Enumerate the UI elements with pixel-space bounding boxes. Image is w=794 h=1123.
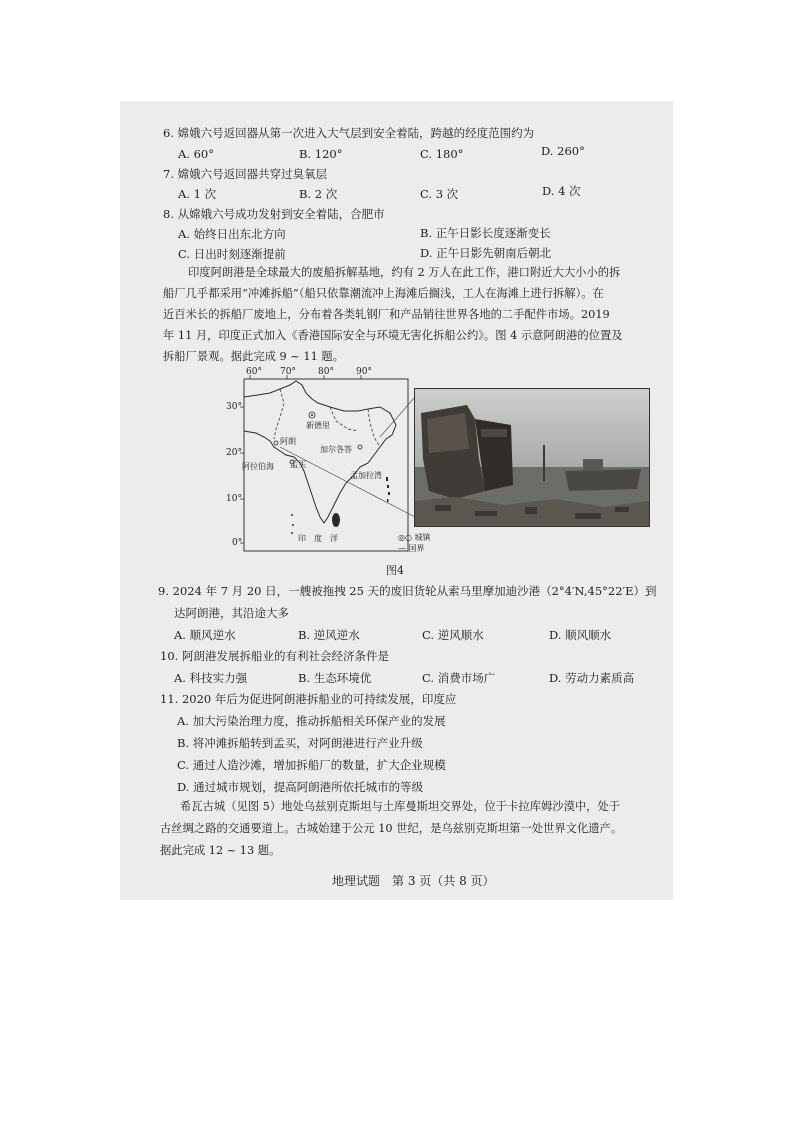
question-10-stem: 10. 阿朗港发展拆船业的有利社会经济条件是 (160, 649, 389, 663)
lat-label-0: 0° (232, 538, 243, 548)
question-9-option-d: D. 顺风顺水 (549, 628, 612, 642)
question-9-option-a: A. 顺风逆水 (174, 628, 236, 642)
city-alang-symbol (274, 441, 278, 445)
question-10-option-b: B. 生态环境优 (298, 671, 372, 685)
label-mumbai: 孟买 (290, 460, 306, 469)
question-6-stem: 6. 嫦娥六号返回器从第一次进入大气层到安全着陆，跨越的经度范围约为 (163, 126, 535, 140)
question-11-stem: 11. 2020 年后为促进阿朗港拆船业的可持续发展，印度应 (160, 692, 457, 706)
passage-2-line-2: 古丝绸之路的交通要道上。古城始建于公元 10 世纪，是乌兹别克斯坦第一处世界文化遗产。 (160, 822, 623, 835)
passage-1-line-5: 拆船厂景观。据此完成 9 ~ 11 题。 (163, 350, 344, 363)
question-9-stem-line-1: 9. 2024 年 7 月 20 日，一艘被拖拽 25 天的废旧货轮从索马里摩加迪沙港（2°4′N,45°22′E）到 (158, 584, 657, 598)
figure-4-caption: 图4 (386, 564, 404, 577)
question-7-option-c: C. 3 次 (420, 187, 459, 201)
label-indian-ocean: 印 度 洋 (298, 534, 338, 543)
question-7-option-d: D. 4 次 (542, 184, 581, 198)
maldives-islands (291, 514, 294, 534)
lat-label-20: 20° (226, 448, 242, 458)
question-6-option-d: D. 260° (541, 144, 585, 158)
graticule-ticks (240, 375, 361, 543)
lon-label-80: 80° (318, 367, 334, 377)
label-delhi: 新德里 (306, 421, 330, 430)
shipbreaking-photo (414, 388, 650, 527)
question-6-option-c: C. 180° (420, 147, 464, 161)
question-11-option-b: B. 将冲滩拆船转到孟买，对阿朗港进行产业升级 (177, 736, 423, 750)
question-9-option-b: B. 逆风逆水 (298, 628, 360, 642)
andaman-islands (386, 477, 390, 502)
figure-4 (226, 367, 660, 567)
label-bay-of-bengal: 孟加拉湾 (350, 471, 382, 480)
shipbreaking-photo-art (415, 389, 649, 526)
passage-1-line-3: 近百米长的拆船厂废地上，分布着各类轧钢厂和产品销往世界各地的二手配件市场。2019 (163, 308, 610, 321)
question-7-stem: 7. 嫦娥六号返回器共穿过臭氧层 (163, 167, 328, 181)
question-8-stem: 8. 从嫦娥六号成功发射到安全着陆，合肥市 (163, 207, 385, 221)
lon-label-70: 70° (280, 367, 296, 377)
lon-label-60: 60° (246, 367, 262, 377)
question-9-stem-line-2: 达阿朗港，其沿途大多 (174, 606, 289, 620)
leader-line-bottom (280, 447, 415, 517)
question-8-option-b: B. 正午日影长度逐渐变长 (420, 226, 551, 240)
lat-label-30: 30° (226, 402, 242, 412)
question-6-option-a: A. 60° (178, 147, 214, 161)
label-kolkata: 加尔各答 (320, 445, 352, 454)
question-8-option-a: A. 始终日出东北方向 (178, 227, 286, 241)
label-alang: 阿朗 (280, 437, 296, 446)
question-11-option-c: C. 通过人造沙滩，增加拆船厂的数量，扩大企业规模 (177, 758, 446, 772)
question-11-option-d: D. 通过城市规划，提高阿朗港所依托城市的等级 (177, 780, 424, 794)
question-10-option-a: A. 科技实力强 (174, 671, 248, 685)
leader-line-top (380, 397, 415, 437)
question-7-option-a: A. 1 次 (178, 187, 217, 201)
page-footer: 地理试题 第 3 页（共 8 页） (332, 874, 495, 888)
passage-2-line-1: 希瓦古城（见图 5）地处乌兹别克斯坦与土库曼斯坦交界处，位于卡拉库姆沙漠中，处于 (180, 800, 621, 813)
legend-city: ◎○ 城镇 (398, 533, 431, 542)
question-10-option-d: D. 劳动力素质高 (549, 671, 635, 685)
question-11-option-a: A. 加大污染治理力度，推动拆船相关环保产业的发展 (177, 714, 446, 728)
passage-1-line-4: 年 11 月，印度正式加入《香港国际安全与环境无害化拆船公约》。图 4 示意阿朗港的位置及 (163, 329, 623, 342)
question-10-option-c: C. 消费市场广 (422, 671, 496, 685)
legend-border: — 国界 (398, 544, 425, 553)
label-arabian-sea: 阿拉伯海 (242, 462, 274, 471)
question-9-option-c: C. 逆风顺水 (422, 628, 484, 642)
question-8-option-c: C. 日出时刻逐渐提前 (178, 247, 286, 261)
city-kolkata-symbol (358, 445, 362, 449)
sri-lanka-island (332, 513, 340, 527)
passage-1-line-1: 印度阿朗港是全球最大的废船拆解基地，约有 2 万人在此工作，港口附近大大小小的拆 (188, 266, 621, 279)
passage-1-line-2: 船厂几乎都采用“冲滩拆船”（船只依靠潮流冲上海滩后搁浅，工人在海滩上进行拆解）。在 (163, 287, 604, 300)
question-8-option-d: D. 正午日影先朝南后朝北 (420, 246, 552, 260)
passage-2-line-3: 据此完成 12 ~ 13 题。 (160, 844, 281, 857)
lat-label-10: 10° (226, 494, 242, 504)
lon-label-90: 90° (356, 367, 372, 377)
question-6-option-b: B. 120° (299, 147, 343, 161)
question-7-option-b: B. 2 次 (299, 187, 338, 201)
